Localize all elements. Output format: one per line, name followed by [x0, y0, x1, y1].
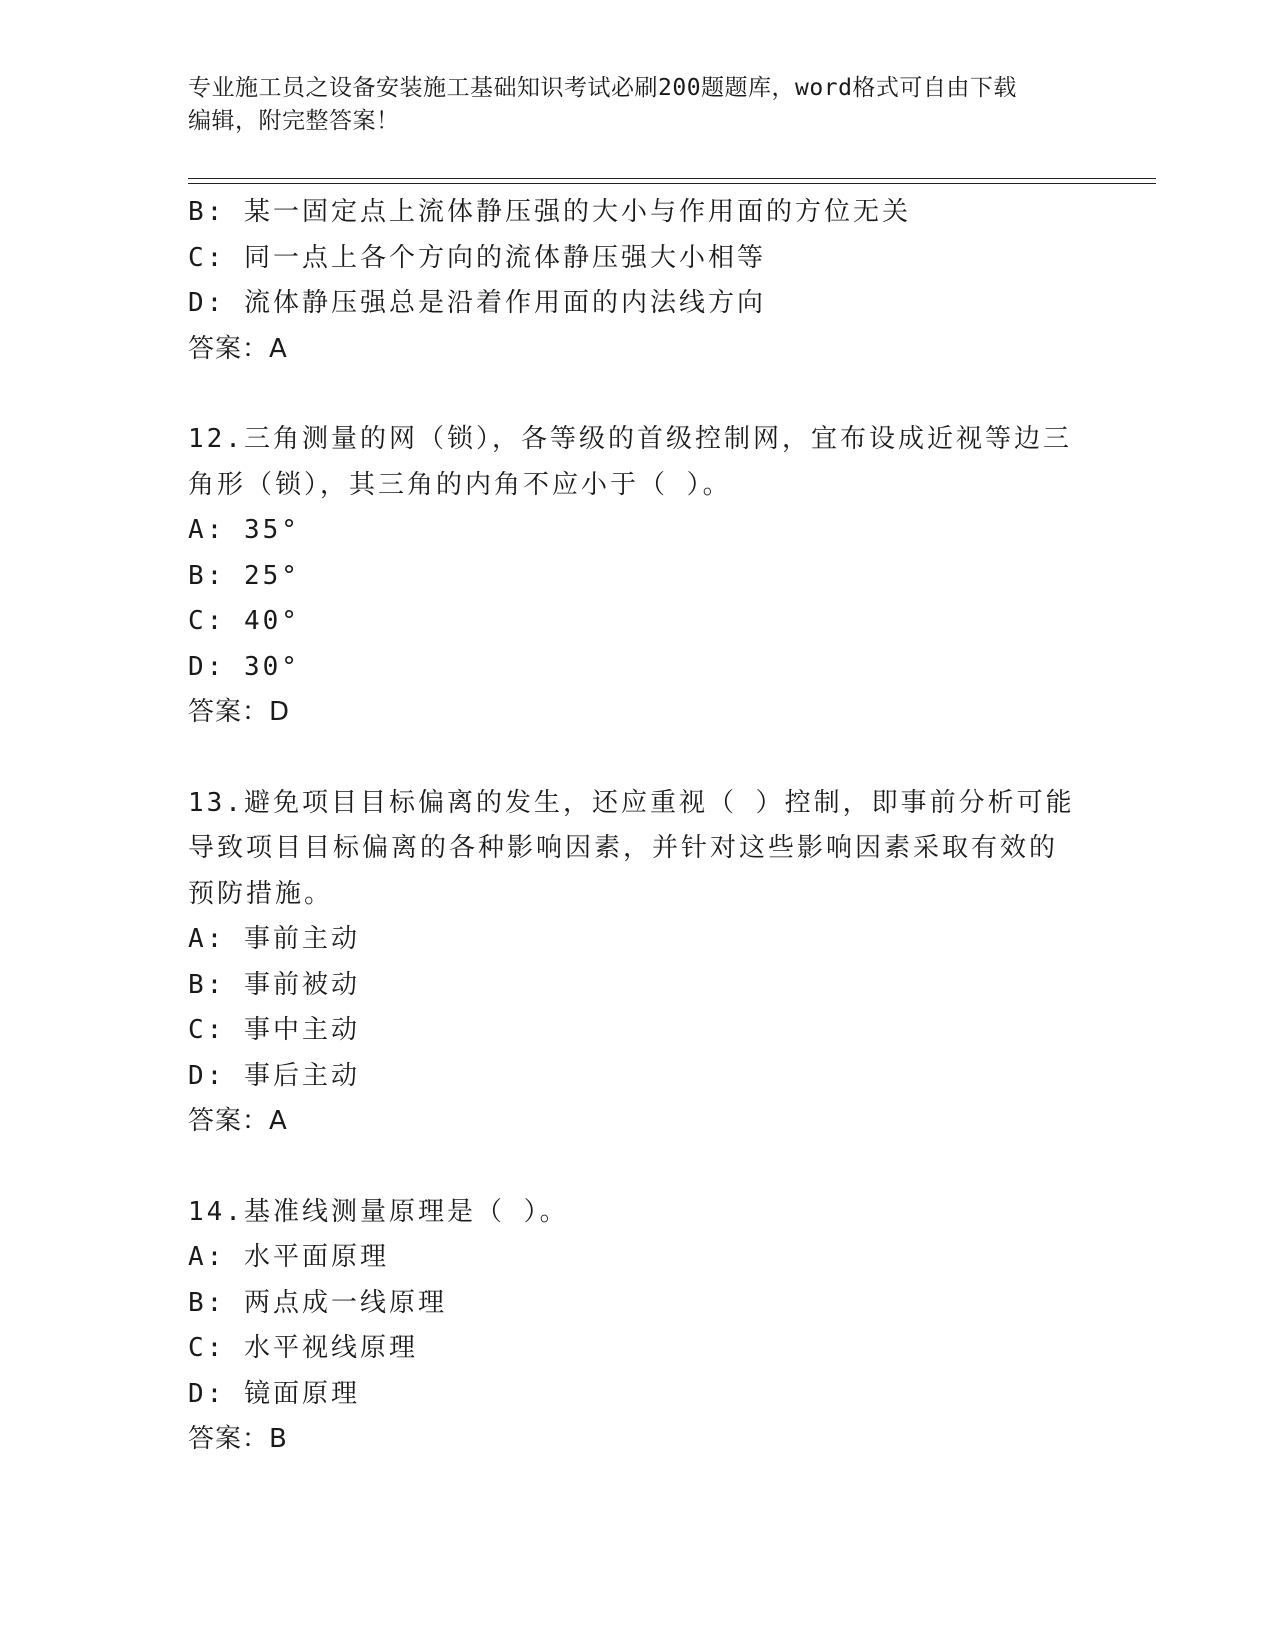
answer-line: 答案：A: [188, 1106, 288, 1136]
document-header: [188, 72, 1088, 138]
question-spacer: [188, 1145, 1088, 1190]
option-d: D: 30°: [188, 651, 300, 682]
option-c: C: 水平视线原理: [188, 1333, 418, 1363]
question-stem: [188, 417, 1088, 508]
question-12: [188, 417, 1088, 736]
question-11-partial: [188, 190, 1088, 372]
answer-line: 答案：A: [188, 333, 288, 364]
question-13: [188, 781, 1088, 1145]
question-14: [188, 1190, 1088, 1463]
question-stem: [188, 781, 1088, 918]
stem-line: 14.基准线测量原理是（ ）。: [188, 1196, 569, 1227]
question-spacer: [188, 736, 1088, 781]
option-b: B: 25°: [188, 560, 300, 591]
option-b: B: 某一固定点上流体静压强的大小与作用面的方位无关: [188, 197, 911, 227]
stem-line: 13.避免项目目标偏离的发生，还应重视（ ）控制，即事前分析可能: [188, 787, 1075, 818]
stem-line: 导致项目目标偏离的各种影响因素，并针对这些影响因素采取有效的: [188, 833, 1059, 863]
stem-line: 预防措施。: [188, 878, 334, 909]
option-a: A: 35°: [188, 515, 300, 545]
header-divider-top: [188, 178, 1156, 179]
option-a: A: 水平面原理: [188, 1242, 389, 1272]
question-list: [188, 190, 1088, 1463]
header-line-2: 编辑，附完整答案！: [188, 108, 400, 134]
option-a: A: 事前主动: [188, 924, 360, 954]
stem-line: 12.三角测量的网（锁），各等级的首级控制网，宜布设成近视等边三: [188, 424, 1072, 454]
option-b: B: 事前被动: [188, 969, 360, 1000]
option-d: D: 流体静压强总是沿着作用面的内法线方向: [188, 288, 766, 318]
header-line-1: 专业施工员之设备安装施工基础知识考试必刷200题题库，word格式可自由下载: [188, 75, 1017, 101]
header-divider-bottom: [188, 183, 1156, 184]
question-spacer: [188, 372, 1088, 417]
option-c: C: 事中主动: [188, 1015, 360, 1045]
option-b: B: 两点成一线原理: [188, 1287, 447, 1318]
answer-line: 答案：B: [188, 1424, 288, 1454]
answer-line: 答案：D: [188, 697, 291, 727]
option-c: C: 同一点上各个方向的流体静压强大小相等: [188, 242, 766, 273]
option-d: D: 镜面原理: [188, 1378, 360, 1409]
option-c: C: 40°: [188, 606, 300, 636]
question-stem: [188, 1190, 1088, 1236]
stem-line: 角形（锁），其三角的内角不应小于（ ）。: [188, 469, 732, 500]
option-d: D: 事后主动: [188, 1060, 360, 1091]
